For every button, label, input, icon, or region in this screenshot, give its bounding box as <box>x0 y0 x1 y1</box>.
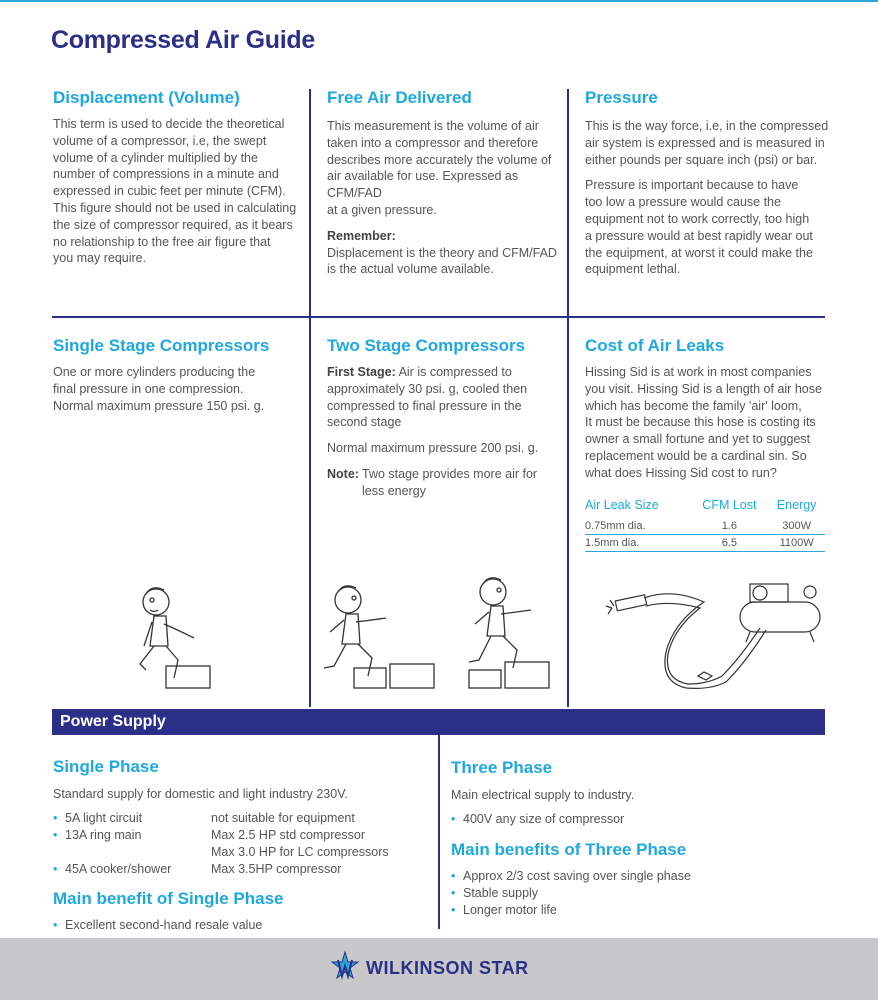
hose-compressor-illustration <box>600 578 825 693</box>
column-header: Energy <box>776 498 817 512</box>
item-label: Stable supply <box>463 886 539 900</box>
remember-label: Remember: <box>327 228 396 243</box>
text-line: equipment lethal. <box>585 262 681 277</box>
text-line: no relationship to the free air figure that <box>53 234 271 249</box>
list-item <box>53 861 433 878</box>
free-air-heading: Free Air Delivered <box>327 88 472 107</box>
power-supply-title: Power Supply <box>60 713 166 730</box>
list-item <box>53 844 433 861</box>
bullet-icon: • <box>53 862 58 876</box>
text-line: compressed to final pressure in the <box>327 398 522 413</box>
table-cell: 1.5mm dia. <box>585 535 691 552</box>
list-item <box>53 810 433 827</box>
text-line: less energy <box>362 483 426 498</box>
free-air-text <box>327 118 562 278</box>
three-phase-list <box>451 811 624 828</box>
table-row <box>585 535 825 552</box>
text-line: which has become the family 'air' loom, <box>585 398 802 413</box>
text-line: owner a small fortune and yet to suggest <box>585 432 811 447</box>
two-step-man-illustration-1 <box>318 578 438 692</box>
item-label: 400V any size of compressor <box>463 812 625 826</box>
table-cell: 1.6 <box>691 518 769 535</box>
list-item <box>451 902 691 919</box>
list-item <box>451 868 691 885</box>
item-label: 13A ring main <box>65 828 142 842</box>
text-line: Two stage provides more air for <box>362 466 538 481</box>
table-cell: 6.5 <box>691 535 769 552</box>
list-item <box>451 885 691 902</box>
bullet-icon: • <box>53 828 58 842</box>
two-stage-heading: Two Stage Compressors <box>327 336 526 355</box>
three-phase-benefit-heading: Main benefits of Three Phase <box>451 840 687 859</box>
single-phase-heading: Single Phase <box>53 757 159 776</box>
three-phase-heading: Three Phase <box>451 758 553 777</box>
bullet-icon: • <box>451 812 456 826</box>
text-line: Normal maximum pressure 150 psi. g. <box>53 398 265 413</box>
single-phase-benefit-heading: Main benefit of Single Phase <box>53 889 284 908</box>
text-line: Displacement is the theory and CFM/FAD <box>327 245 557 260</box>
displacement-heading: Displacement (Volume) <box>53 88 240 107</box>
two-stage-text <box>327 364 562 500</box>
row-divider <box>52 316 825 318</box>
column-divider-1 <box>309 89 311 707</box>
column-header: CFM Lost <box>702 498 757 512</box>
air-leak-table <box>585 498 825 552</box>
text-line: replacement would be a cardinal sin. So <box>585 448 807 463</box>
three-phase-benefits <box>451 868 691 919</box>
normal-pressure-text: Normal maximum pressure 200 psi. g. <box>327 441 539 456</box>
list-item <box>53 917 262 934</box>
text-line: either pounds per square inch (psi) or bar. <box>585 152 818 167</box>
text-line: equipment not to work correctly, too high <box>585 211 810 226</box>
logo-text: WILKINSON STAR <box>366 958 529 978</box>
text-line: expressed in cubic feet per minute (CFM). <box>53 184 286 199</box>
list-item <box>451 811 624 828</box>
text-line: what does Hissing Sid cost to run? <box>585 465 777 480</box>
item-detail: Max 3.5HP compressor <box>211 862 342 876</box>
text-line: final pressure in one compression. <box>53 381 244 396</box>
bullet-icon: • <box>451 869 456 883</box>
pressure-text <box>585 118 830 278</box>
text-line: Pressure is important because to have <box>585 178 799 193</box>
air-leaks-heading: Cost of Air Leaks <box>585 336 725 355</box>
item-detail: Max 3.0 HP for LC compressors <box>211 845 389 859</box>
power-supply-bar <box>52 709 825 735</box>
item-label: Excellent second-hand resale value <box>65 918 263 932</box>
pressure-heading: Pressure <box>585 88 658 107</box>
item-label: Longer motor life <box>463 903 557 917</box>
text-line: the size of compressor required, as it bears <box>53 217 293 232</box>
table-cell: 300W <box>768 518 825 535</box>
text-line: This measurement is the volume of air <box>327 119 539 133</box>
column-header: Air Leak Size <box>585 498 659 512</box>
text-line: second stage <box>327 415 402 430</box>
text-line: you visit. Hissing Sid is a length of air hose <box>585 381 822 396</box>
bullet-icon: • <box>451 886 456 900</box>
text-line: volume of a cylinder multiplied by the <box>53 150 258 165</box>
text-line: you may require. <box>53 251 147 266</box>
air-leaks-text <box>585 364 830 482</box>
single-phase-benefits <box>53 917 262 934</box>
text-line: too low a pressure would cause the <box>585 195 781 210</box>
text-line: air system is expressed and is measured in <box>585 135 825 150</box>
text-line: This figure should not be used in calculating <box>53 200 297 215</box>
column-divider-2 <box>567 89 569 707</box>
displacement-text <box>53 116 303 267</box>
bullet-icon: • <box>451 903 456 917</box>
text-line: the equipment, at worst it could make the <box>585 245 813 260</box>
first-stage-label: First Stage: <box>327 365 396 379</box>
table-cell: 0.75mm dia. <box>585 518 691 535</box>
footer <box>0 938 878 1000</box>
table-row <box>585 518 825 535</box>
single-stage-heading: Single Stage Compressors <box>53 336 270 355</box>
text-line: air available for use. Expressed as CFM/FAD <box>327 169 519 201</box>
list-item <box>53 827 433 844</box>
three-phase-intro: Main electrical supply to industry. <box>451 788 635 802</box>
text-line: It must be because this hose is costing its <box>585 415 816 430</box>
text-line: This is the way force, i.e, in the compressed <box>585 119 829 133</box>
item-label: 45A cooker/shower <box>65 862 172 876</box>
text-line: Hissing Sid is at work in most companies <box>585 365 812 379</box>
bullet-icon: • <box>53 918 58 932</box>
single-phase-list <box>53 810 433 878</box>
text-line: One or more cylinders producing the <box>53 365 256 379</box>
text-line: at a given pressure. <box>327 202 437 217</box>
top-rule <box>0 0 878 2</box>
page-title: Compressed Air Guide <box>51 26 315 54</box>
note-label: Note: <box>327 466 359 481</box>
table-header-row <box>585 498 825 518</box>
item-detail: not suitable for equipment <box>211 811 355 825</box>
star-logo-icon <box>330 950 360 982</box>
power-column-divider <box>438 735 440 929</box>
text-line: volume of a compressor, i.e, the swept <box>53 133 267 148</box>
bullet-icon: • <box>53 811 58 825</box>
single-phase-intro: Standard supply for domestic and light industry 230V. <box>53 787 348 801</box>
item-detail: Max 2.5 HP std compressor <box>211 828 365 842</box>
text-line: taken into a compressor and therefore <box>327 135 539 150</box>
single-stage-text <box>53 364 303 414</box>
item-label: Approx 2/3 cost saving over single phase <box>463 869 691 883</box>
text-line: approximately 30 psi. g, cooled then <box>327 381 528 396</box>
text-line: This term is used to decide the theoretical <box>53 117 285 131</box>
text-line: describes more accurately the volume of <box>327 152 552 167</box>
text-line: Air is compressed to <box>398 365 512 379</box>
text-line: number of compressions in a minute and <box>53 167 279 182</box>
two-step-man-illustration-2 <box>465 572 555 692</box>
text-line: is the actual volume available. <box>327 262 494 277</box>
single-step-man-illustration <box>130 580 220 692</box>
table-cell: 1100W <box>768 535 825 552</box>
item-label: 5A light circuit <box>65 811 143 825</box>
text-line: a pressure would at best rapidly wear out <box>585 228 813 243</box>
